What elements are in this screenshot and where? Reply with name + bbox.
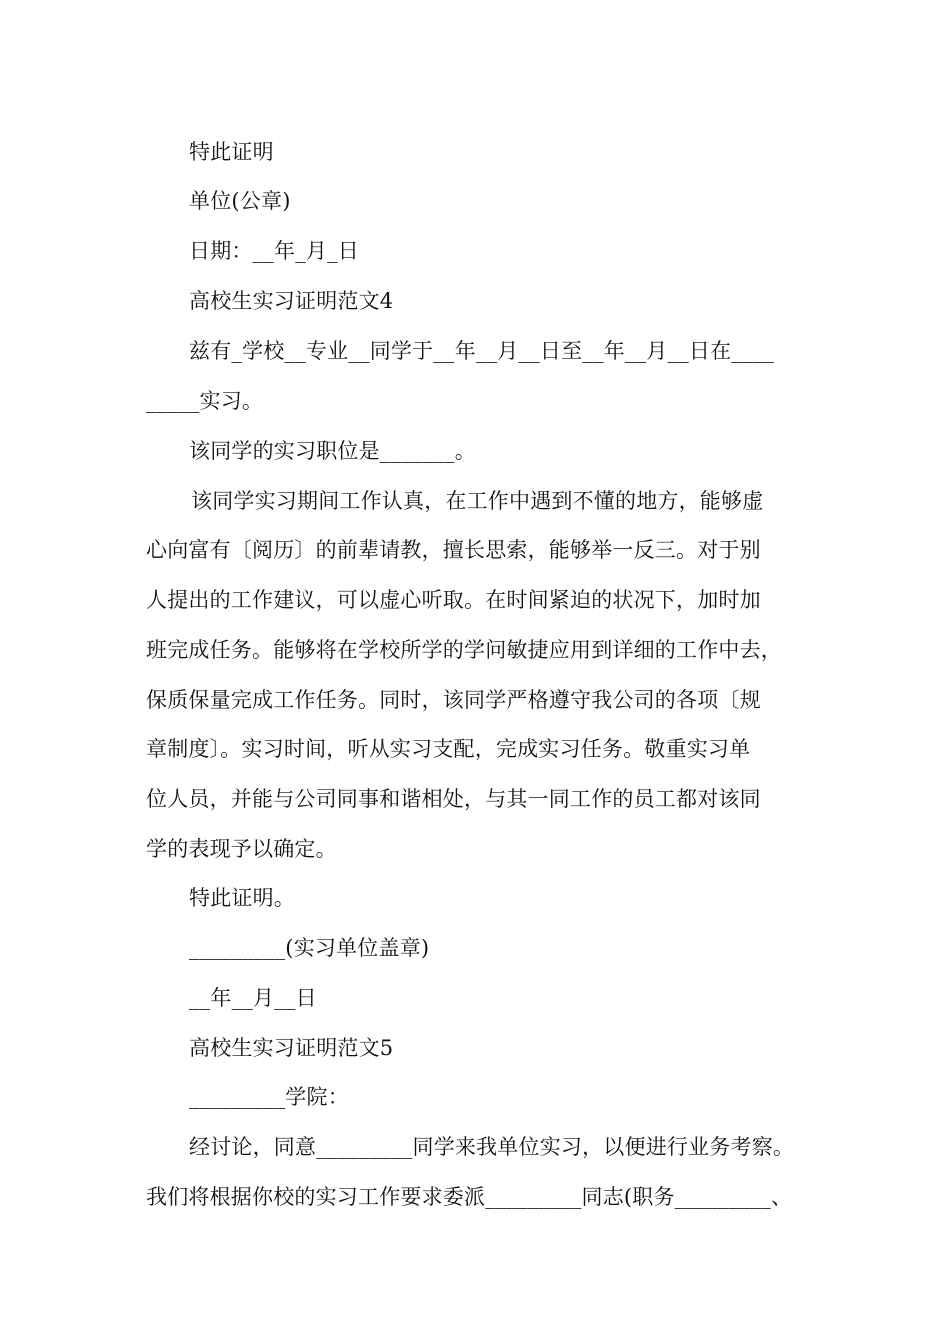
position-line: 该同学的实习职位是_______。 — [189, 439, 476, 463]
closing-certify: 特此证明 — [189, 140, 274, 164]
evaluation-paragraph-line: 位人员，并能与公司同事和谐相处，与其一同工作的员工都对该同 — [146, 787, 761, 811]
evaluation-paragraph-line: 章制度〕。实习时间，听从实习支配，完成实习任务。敬重实习单 — [146, 737, 751, 761]
evaluation-paragraph-line: 保质保量完成工作任务。同时，该同学严格遵守我公司的各项〔规 — [146, 688, 761, 712]
evaluation-paragraph-line: 人提出的工作建议，可以虚心听取。在时间紧迫的状况下，加时加 — [146, 588, 761, 612]
intro-line: 兹有_学校__专业__同学于__年__月__日至__年__月__日在____ — [189, 339, 775, 363]
evaluation-paragraph-line: 心向富有〔阅历〕的前辈请教，擅长思索，能够举一反三。对于别 — [146, 538, 761, 562]
section-heading-5: 高校生实习证明范文5 — [189, 1036, 394, 1060]
evaluation-paragraph-line: 班完成任务。能够将在学校所学的学问敏捷应用到详细的工作中去， — [146, 638, 782, 662]
unit-seal-line: _________(实习单位盖章) — [189, 936, 430, 960]
date-line: 日期：__年_月_日 — [189, 239, 359, 263]
closing-certify-2: 特此证明。 — [189, 886, 295, 910]
intro-line-continued: _____实习。 — [146, 389, 264, 413]
acceptance-paragraph-line: 我们将根据你校的实习工作要求委派_________同志(职务_________、 — [146, 1185, 793, 1209]
date-line-2: __年__月__日 — [189, 986, 317, 1010]
unit-seal-label: 单位(公章) — [189, 189, 291, 213]
evaluation-paragraph-line: 学的表现予以确定。 — [146, 837, 337, 861]
section-heading-4: 高校生实习证明范文4 — [189, 289, 394, 313]
addressee-line: _________学院： — [189, 1085, 349, 1109]
acceptance-paragraph-line: 经讨论，同意_________同学来我单位实习，以便进行业务考察。 — [189, 1135, 795, 1159]
evaluation-paragraph-line: 该同学实习期间工作认真，在工作中遇到不懂的地方，能够虚 — [191, 489, 764, 513]
